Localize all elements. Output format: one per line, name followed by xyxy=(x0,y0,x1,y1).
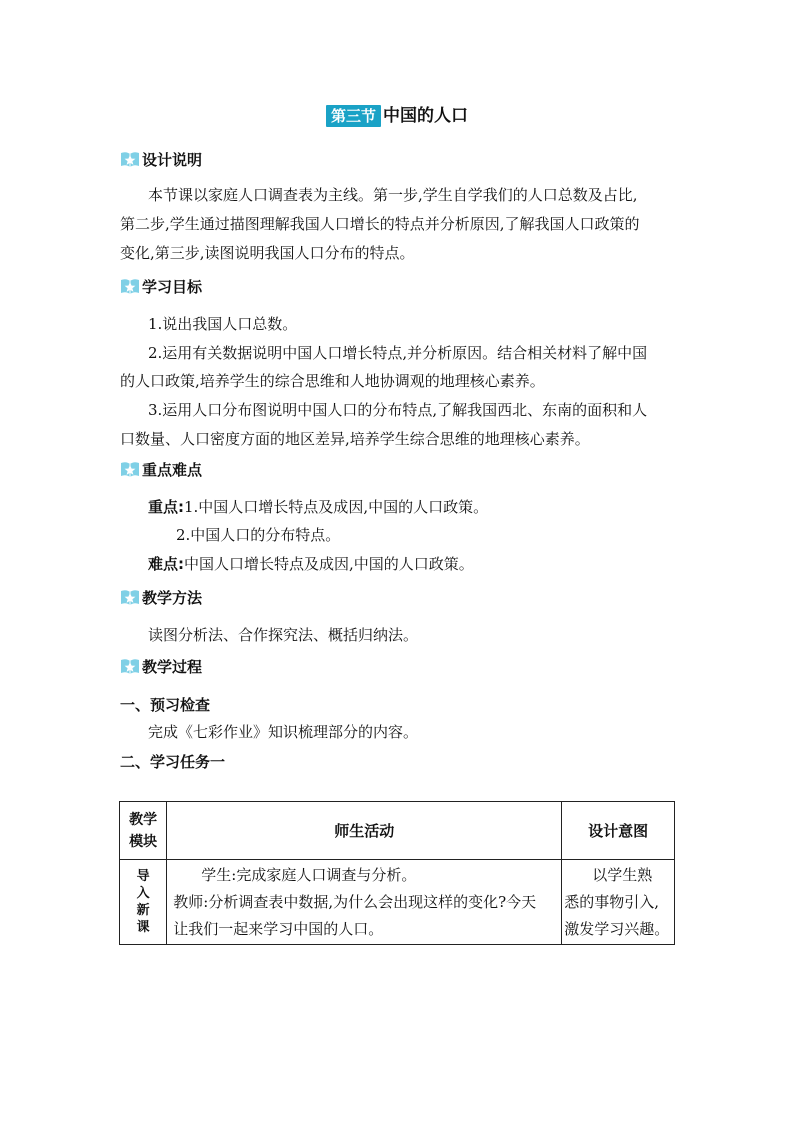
intent-line-1: 以学生熟 xyxy=(592,865,653,884)
section-header-process xyxy=(120,654,202,678)
methods-line: 读图分析法、合作探究法、概括归纳法。 xyxy=(148,626,419,644)
key-item-2: 2.中国人口的分布特点。 xyxy=(176,526,341,544)
activity-line-1: 学生:完成家庭人口调查与分析。 xyxy=(201,865,417,884)
book-star-icon xyxy=(120,588,140,606)
intent-line-2: 悉的事物引入, xyxy=(564,892,659,911)
section-header-design xyxy=(120,147,202,171)
intent-line-3: 激发学习兴趣。 xyxy=(564,919,670,938)
diff-item: 中国人口增长特点及成因,中国的人口政策。 xyxy=(184,555,474,573)
header-module: 教学模块 xyxy=(129,811,158,850)
goal-line-4: 3.运用人口分布图说明中国人口的分布特点,了解我国西北、东南的面积和人 xyxy=(148,401,648,419)
section-header-methods xyxy=(120,585,202,609)
section-badge: 第三节 xyxy=(326,105,381,127)
goal-line-1: 1.说出我国人口总数。 xyxy=(148,315,298,333)
activity-line-3: 让我们一起来学习中国的人口。 xyxy=(173,919,384,938)
goal-line-3: 的人口政策,培养学生的综合思维和人地协调观的地理核心素养。 xyxy=(120,372,545,390)
table-row xyxy=(120,860,675,945)
header-intent: 设计意图 xyxy=(562,802,675,860)
design-line-1: 本节课以家庭人口调查表为主线。第一步,学生自学我们的人口总数及占比, xyxy=(148,186,638,204)
book-star-icon xyxy=(120,460,140,478)
book-star-icon xyxy=(120,657,140,675)
title-text: 中国的人口 xyxy=(383,106,468,126)
book-star-icon xyxy=(120,150,140,168)
section-title: 设计说明 xyxy=(142,150,203,169)
book-star-icon xyxy=(120,277,140,295)
key-label: 重点: xyxy=(148,498,184,516)
goal-line-5: 口数量、人口密度方面的地区差异,培养学生综合思维的地理核心素养。 xyxy=(120,430,590,448)
lesson-table xyxy=(119,801,675,945)
module-cell: 导入新课 xyxy=(136,869,150,935)
diff-label: 难点: xyxy=(148,555,184,573)
key-line-1 xyxy=(148,493,488,521)
table-header-row xyxy=(120,802,675,860)
header-activity: 师生活动 xyxy=(167,802,562,860)
process-heading-2: 二、学习任务一 xyxy=(120,753,226,771)
section-title: 学习目标 xyxy=(142,277,203,296)
section-header-goals xyxy=(120,274,202,298)
activity-line-2: 教师:分析调查表中数据,为什么会出现这样的变化?今天 xyxy=(173,892,537,911)
process-heading-1: 一、预习检查 xyxy=(120,696,211,714)
section-title: 重点难点 xyxy=(142,460,203,479)
design-line-3: 变化,第三步,读图说明我国人口分布的特点。 xyxy=(120,244,415,262)
goal-line-2: 2.运用有关数据说明中国人口增长特点,并分析原因。结合相关材料了解中国 xyxy=(148,344,648,362)
key-item-1: 1.中国人口增长特点及成因,中国的人口政策。 xyxy=(184,498,489,516)
section-header-keypoints xyxy=(120,457,202,481)
section-title: 教学方法 xyxy=(142,588,203,607)
diff-line xyxy=(148,550,474,578)
design-line-2: 第二步,学生通过描图理解我国人口增长的特点并分析原因,了解我国人口政策的 xyxy=(120,215,640,233)
page-title xyxy=(0,104,794,128)
process-text-1: 完成《七彩作业》知识梳理部分的内容。 xyxy=(148,723,419,741)
section-title: 教学过程 xyxy=(142,657,203,676)
